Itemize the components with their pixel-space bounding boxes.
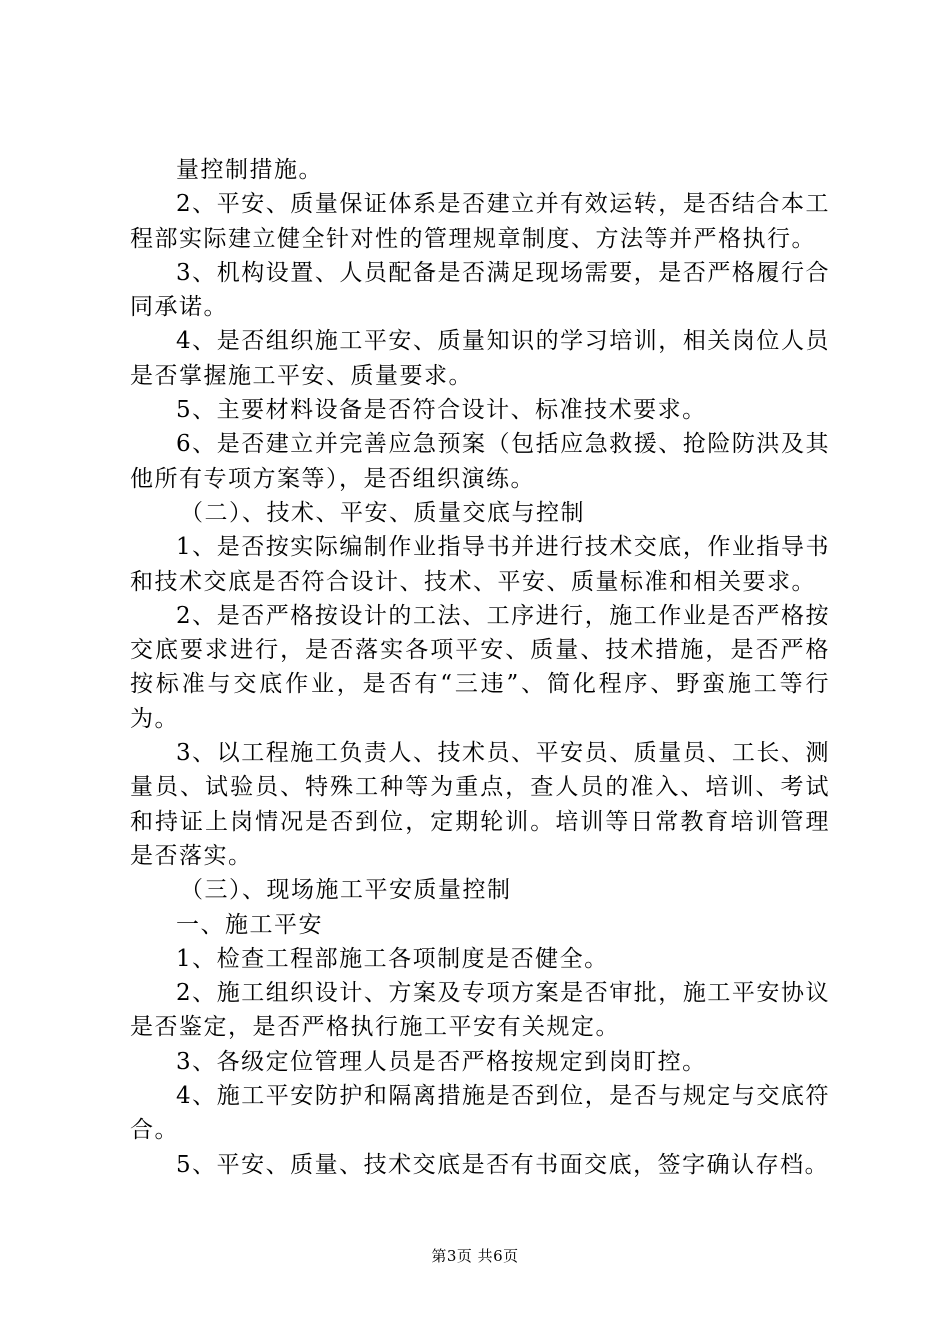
paragraph-item-5: 5、主要材料设备是否符合设计、标准技术要求。 (176, 397, 707, 424)
paragraph-item-6: 6、是否建立并完善应急预案（包括应急救援、抢险防洪及其他所有专项方案等），是否组织演练。 (130, 431, 830, 492)
subsection-heading-safety: 一、施工平安 (176, 911, 323, 938)
paragraph-safety-item-3: 3、各级定位管理人员是否严格按规定到岗盯控。 (176, 1048, 707, 1075)
section-heading-2: （二）、技术、平安、质量交底与控制 (180, 499, 585, 526)
paragraph-item-4: 4、是否组织施工平安、质量知识的学习培训，相关岗位人员是否掌握施工平安、质量要求。 (130, 328, 830, 389)
page-number-footer: 第3页 共6页 (431, 1247, 519, 1265)
paragraph-section2-item-3: 3、以工程施工负责人、技术员、平安员、质量员、工长、测量员、试验员、特殊工种等为重点，查人员的准入、培训、考试和持证上岗情况是否到位，定期轮训。培训等日常教育培训管理是否落实。 (130, 740, 830, 869)
paragraph-item-3: 3、机构设置、人员配备是否满足现场需要，是否严格履行合同承诺。 (130, 259, 830, 321)
paragraph-safety-item-5: 5、平安、质量、技术交底是否有书面交底，签字确认存档。 (176, 1151, 830, 1178)
section-heading-3: （三）、现场施工平安质量控制 (180, 877, 512, 904)
paragraph-section2-item-2: 2、是否严格按设计的工法、工序进行，施工作业是否严格按交底要求进行，是否落实各项平安、质量、技术措施，是否严格按标准与交底作业，是否有“三违”、简化程序、野蛮施工等行为。 (130, 602, 830, 732)
paragraph-continuation: 量控制措施。 (176, 157, 323, 183)
paragraph-safety-item-2: 2、施工组织设计、方案及专项方案是否审批，施工平安协议是否鉴定，是否严格执行施工平安有关规定。 (130, 980, 830, 1041)
paragraph-item-2: 2、平安、质量保证体系是否建立并有效运转，是否结合本工程部实际建立健全针对性的管理规章制度、方法等并严格执行。 (130, 191, 830, 252)
paragraph-section2-item-1: 1、是否按实际编制作业指导书并进行技术交底，作业指导书和技术交底是否符合设计、技术、平安、质量标准和相关要求。 (130, 534, 830, 595)
paragraph-safety-item-1: 1、检查工程部施工各项制度是否健全。 (176, 945, 609, 972)
paragraph-safety-item-4: 4、施工平安防护和隔离措施是否到位，是否与规定与交底符合。 (130, 1083, 830, 1144)
document-body (130, 153, 830, 1182)
